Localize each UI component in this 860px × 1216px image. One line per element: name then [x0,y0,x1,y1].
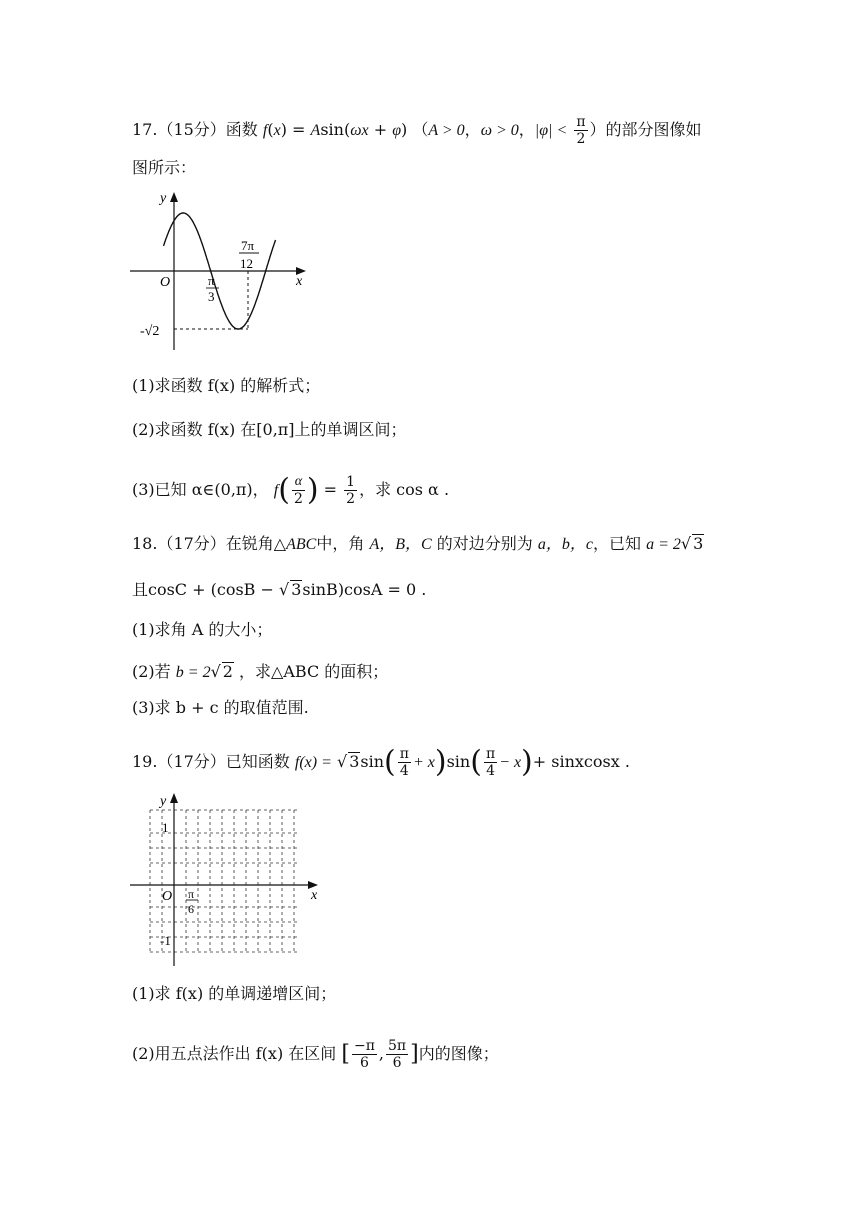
q18-statement-line1: 18.（17分）在锐角△ABC中，角 A，B，C 的对边分别为 a，b，c，已知 a = 2√ 3 [132,534,704,553]
y-axis-label: y [160,191,167,206]
origin-label: O [160,275,171,290]
q17-statement-line2: 图所示： [132,158,197,177]
x-axis-label: x [311,888,318,903]
q18-statement-line2: 且cosC + (cosB − √ 3sinB)cosA = 0 . [132,580,427,599]
q19-grid-graph [126,788,326,970]
origin-label: O [162,889,173,904]
tick-pi6-den: 6 [188,902,194,916]
q17-part3: (3)已知 α∈(0,π)， f( $\frac{\alpha}{2}$ ) = $\frac{1}{2}$ ，求 cos α . [132,472,450,508]
q18-part3: (3)求 b + c 的取值范围. [132,698,309,717]
pi-over-2-fraction: $\frac{\pi}{2}$ [576,114,586,147]
x-axis-label: x [296,274,303,289]
q18-part2: (2)若 b = 2√ 2 ，求△ABC 的面积； [132,662,389,681]
q17-statement-line1: 17.（15分）函数 f(x) = Asin(ωx + φ) （A > 0，ω > 0，|φ| < $\frac{\pi}{2}$ ）的部分图像如 [132,114,702,147]
dashed-grid [150,810,298,952]
y-axis-arrow-icon [170,793,178,803]
tick-7pi12-den: 12 [240,256,253,271]
q17-part2: (2)求函数 f(x) 在[0,π]上的单调区间； [132,420,407,439]
q19-statement: 19.（17分）已知函数 f(x) = √ 3sin( $\frac{\pi}{4}$ + x)sin( $\frac{\pi}{4}$ − x)+ sinxcosx . [132,744,630,780]
q18-part1: (1)求角 A 的大小； [132,620,273,639]
neg-one-label: -1 [160,933,171,948]
q19-part1: (1)求 f(x) 的单调递增区间； [132,984,337,1003]
y-axis-arrow-icon [170,192,178,202]
tick-pi3-num: π [208,273,215,288]
q17-sine-graph [126,188,316,354]
y-axis-label: y [160,794,167,809]
tick-pi6-num: π [188,887,195,901]
tick-7pi12-num: 7π [241,238,255,253]
q17-part1: (1)求函数 f(x) 的解析式； [132,376,321,395]
ymin-label: -√2 [140,324,160,339]
tick-pi3-den: 3 [208,289,215,304]
q19-part2: (2)用五点法作出 f(x) 在区间 [ $\frac{-\pi}{6}$ , $\frac{5\pi}{6}$ ]内的图像； [132,1038,499,1071]
one-label: 1 [162,820,169,835]
